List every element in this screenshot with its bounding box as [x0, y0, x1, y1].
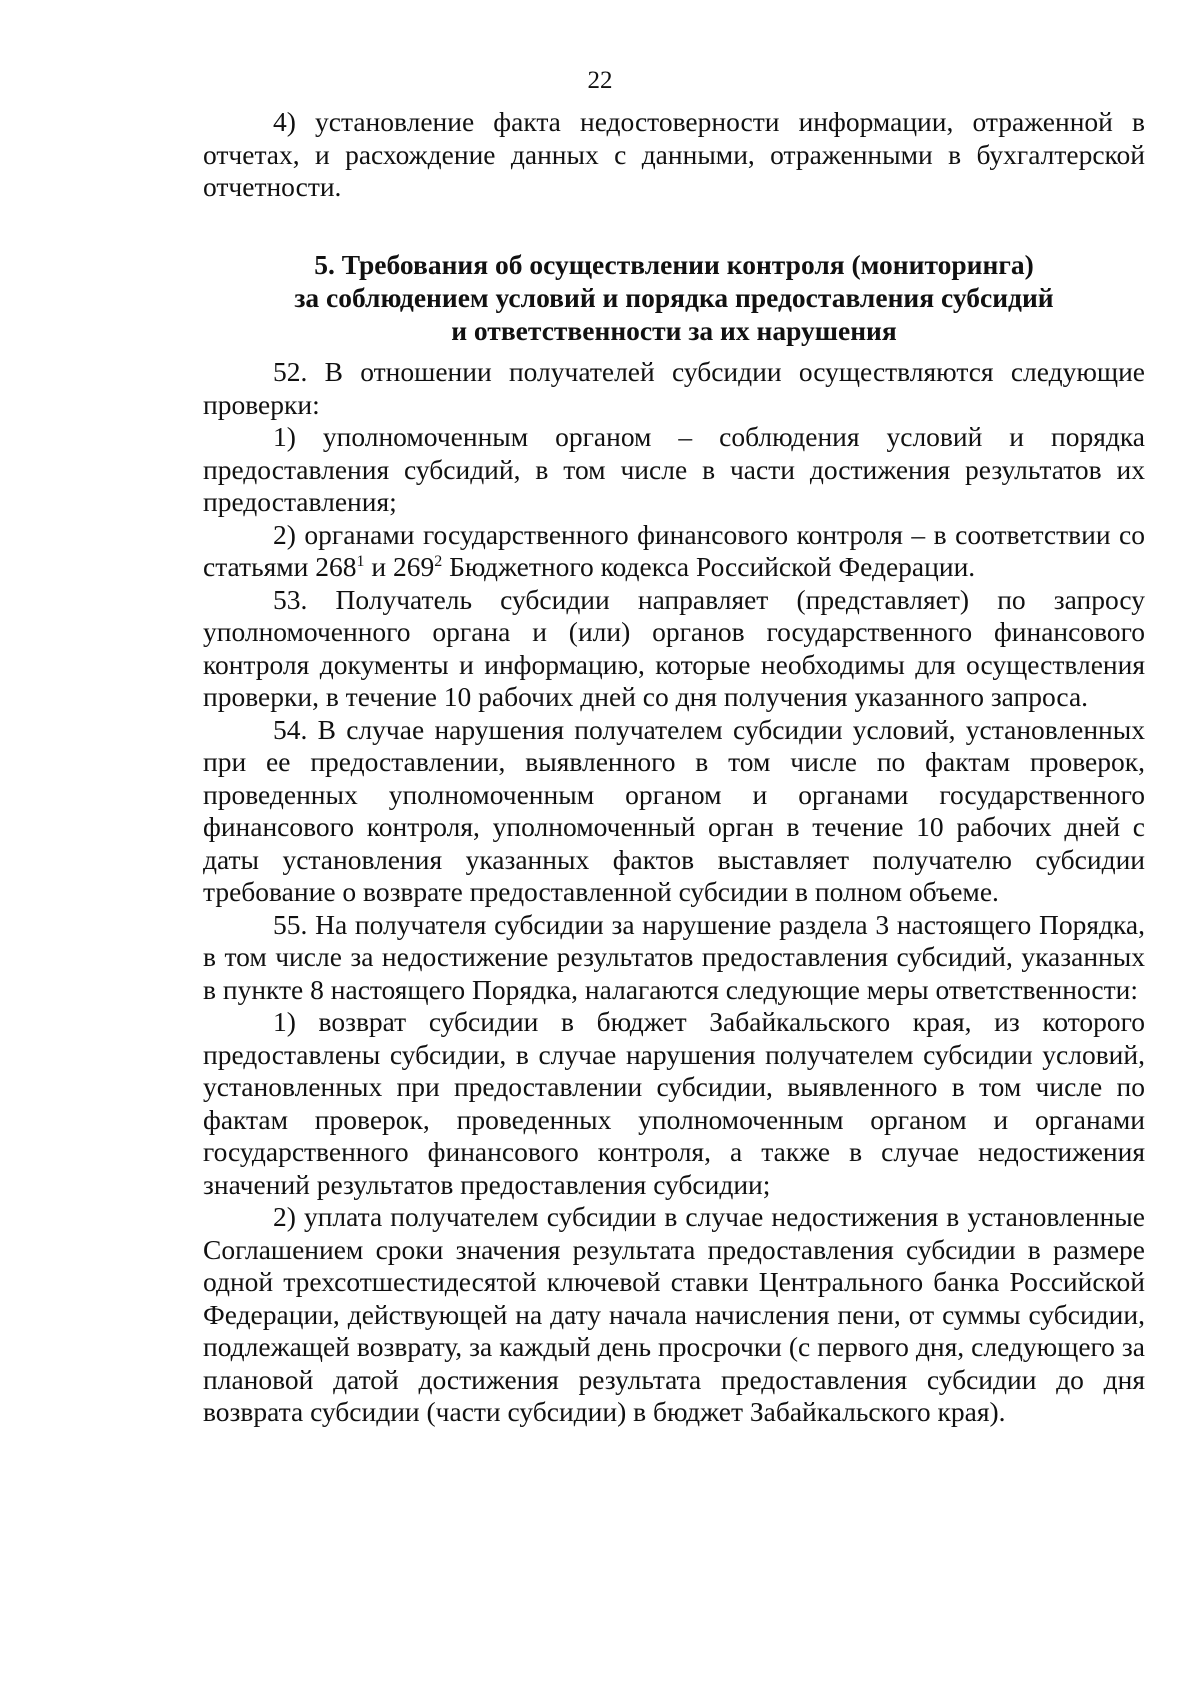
item-2-text-end: Бюджетного кодекса Российской Федерации.	[442, 551, 976, 582]
paragraph-55: 55. На получателя субсидии за нарушение раздела 3 настоящего Порядка, в том числе за недостижение результатов предоставления субсидий, указанных в пункте 8 настоящего Порядка, налагаются следующие меры ответственности:	[203, 908, 1145, 1005]
paragraph-53: 53. Получатель субсидии направляет (представляет) по запросу уполномоченного органа и (или) органов государственного финансового контроля документы и информацию, которые необходимы для осуществления проверки, в течение 10 рабочих дней со дня получения указанного запроса.	[203, 583, 1145, 712]
paragraph-55-item-2: 2) уплата получателем субсидии в случае недостижения в установленные Соглашением сроки значения результата предоставления субсидии в размере одной трехсотшестидесятой ключевой ставки Центрального банка Российской Федерации, действующей на дату начала начисления пени, от суммы субсидии, подлежащей возврату, за каждый день просрочки (с первого дня, следующего за плановой датой достижения результата предоставления субсидии до дня возврата субсидии (части субсидии) в бюджет Забайкальского края).	[203, 1201, 1145, 1427]
item-2-text-start: 2) органами государственного финансового контроля – в соответствии со статьями 268	[203, 518, 1145, 582]
section-5-heading	[203, 248, 1145, 347]
heading-line-3: и ответственности за их нарушения	[451, 315, 897, 346]
item-2-text-middle: и 269	[364, 551, 435, 582]
page-number: 22	[587, 67, 613, 94]
paragraph-52-item-1: 1) уполномоченным органом – соблюдения условий и порядка предоставления субсидий, в том числе в части достижения результатов их предоставления;	[203, 421, 1145, 517]
paragraph-55-item-1: 1) возврат субсидии в бюджет Забайкальского края, из которого предоставлены субсидии, в случае нарушения получателем субсидии условий, установленных при предоставлении субсидии, выявленного в том числе по фактам проверок, проведенных уполномоченным органом и органами государственного финансового контроля, а также в случае недостижения значений результатов предоставления субсидии;	[203, 1006, 1145, 1200]
heading-line-1: 5. Требования об осуществлении контроля (мониторинга)	[314, 249, 1034, 280]
paragraph-item-4: 4) установление факта недостоверности информации, отраженной в отчетах, и расхождение данных с данными, отраженными в бухгалтерской отчетности.	[203, 106, 1145, 202]
paragraph-52-item-2	[203, 519, 1145, 584]
main-text-block	[203, 356, 1145, 1429]
superscript-2: 2	[434, 552, 443, 570]
heading-line-2: за соблюдением условий и порядка предоставления субсидий	[294, 282, 1054, 313]
paragraph-52: 52. В отношении получателей субсидии осуществляются следующие проверки:	[203, 356, 1145, 420]
intro-block	[203, 106, 1145, 204]
paragraph-54: 54. В случае нарушения получателем субсидии условий, установленных при ее предоставлении, выявленного в том числе по фактам проверок, проведенных уполномоченным органом и органами государственного финансового контроля, уполномоченный орган в течение 10 рабочих дней с даты установления указанных фактов выставляет получателю субсидии требование о возврате предоставленной субсидии в полном объеме.	[203, 713, 1145, 907]
superscript-1: 1	[356, 552, 365, 570]
